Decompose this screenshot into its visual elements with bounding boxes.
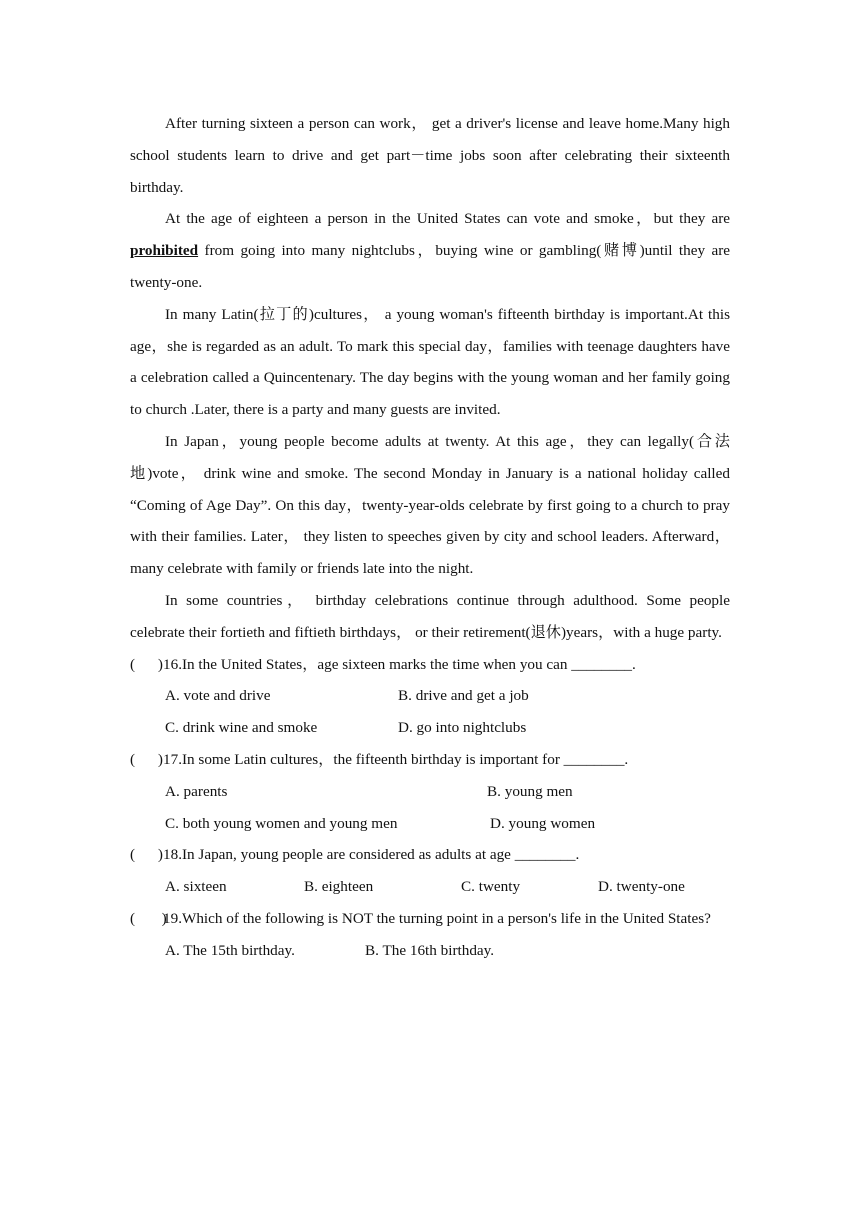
question-19 xyxy=(130,903,730,935)
question-18-options-row xyxy=(130,871,730,903)
paragraph-2-text-end: from going into many nightclubs，buying wine or gambling(赌博)until they are twenty-one. xyxy=(130,242,730,291)
answer-blank-18[interactable]: ( ) xyxy=(130,846,163,864)
question-17-stem: 17.In some Latin cultures，the fifteenth birthday is important for ________. xyxy=(163,750,629,768)
option-18-d: D. twenty-one xyxy=(598,878,685,896)
passage-paragraph-5: In some countries， birthday celebrations continue through adulthood. Some people celebrate their fortieth and fiftieth birthdays， or their retirement(退休)years，with a huge party. xyxy=(130,591,730,641)
question-16 xyxy=(130,649,730,681)
question-18 xyxy=(130,839,730,871)
option-18-b: B. eighteen xyxy=(304,878,374,896)
passage-paragraph-3: In many Latin(拉丁的)cultures， a young woman's fifteenth birthday is important.At this age，she is regarded as an adult. To mark this special day，families with teenage daughters have a celebration called a Quincentenary. The day begins with the young woman and her family going to church .Later, there is a party and many guests are invited. xyxy=(130,305,730,419)
question-16-stem: 16.In the United States，age sixteen marks the time when you can ________. xyxy=(163,655,636,673)
keyword-prohibited: prohibited xyxy=(130,242,199,260)
option-19-a: A. The 15th birthday. xyxy=(165,941,295,959)
option-17-c: C. both young women and young men xyxy=(165,814,398,832)
question-17 xyxy=(130,744,730,776)
option-17-d: D. young women xyxy=(490,814,596,832)
option-17-b: B. young men xyxy=(487,782,573,800)
question-17-options-row-1 xyxy=(130,776,730,808)
option-16-a: A. vote and drive xyxy=(165,687,271,705)
answer-blank-16[interactable]: ( ) xyxy=(130,655,163,673)
option-16-d: D. go into nightclubs xyxy=(398,719,527,737)
question-16-options-row-1 xyxy=(130,680,730,712)
option-18-a: A. sixteen xyxy=(165,878,227,896)
passage-paragraph-4: In Japan，young people become adults at twenty. At this age，they can legally(合法地)vote， drink wine and smoke. The second Monday in January is a national holiday called “Coming of Age Day”. On this day，twenty-year-olds celebrate by first going to a church to pray with their families. Later， they listen to speeches given by city and school leaders. Afterward，many celebrate with family or friends late into the night. xyxy=(130,432,730,578)
passage-paragraph-1: After turning sixteen a person can work， get a driver's license and leave home.Many high school students learn to drive and get part－time jobs soon after celebrating their sixteenth birthday. xyxy=(130,115,730,196)
answer-blank-17[interactable]: ( ) xyxy=(130,750,163,768)
option-18-c: C. twenty xyxy=(461,878,521,896)
paragraph-2-text-start: At the age of eighteen a person in the United States can vote and smoke，but they are xyxy=(165,210,730,228)
answer-blank-19[interactable]: ( ) xyxy=(130,909,167,927)
question-18-stem: 18.In Japan, young people are considered as adults at age ________. xyxy=(163,846,580,864)
option-19-b: B. The 16th birthday. xyxy=(365,941,495,959)
question-16-options-row-2 xyxy=(130,712,730,744)
option-17-a: A. parents xyxy=(165,782,228,800)
question-19-stem: 19.Which of the following is NOT the turning point in a person's life in the United States? xyxy=(163,909,711,927)
question-17-options-row-2 xyxy=(130,808,730,840)
passage-paragraph-2 xyxy=(130,203,730,298)
option-16-c: C. drink wine and smoke xyxy=(165,719,318,737)
option-16-b: B. drive and get a job xyxy=(398,687,529,705)
exam-page xyxy=(130,108,730,967)
question-19-options-row xyxy=(130,935,730,967)
